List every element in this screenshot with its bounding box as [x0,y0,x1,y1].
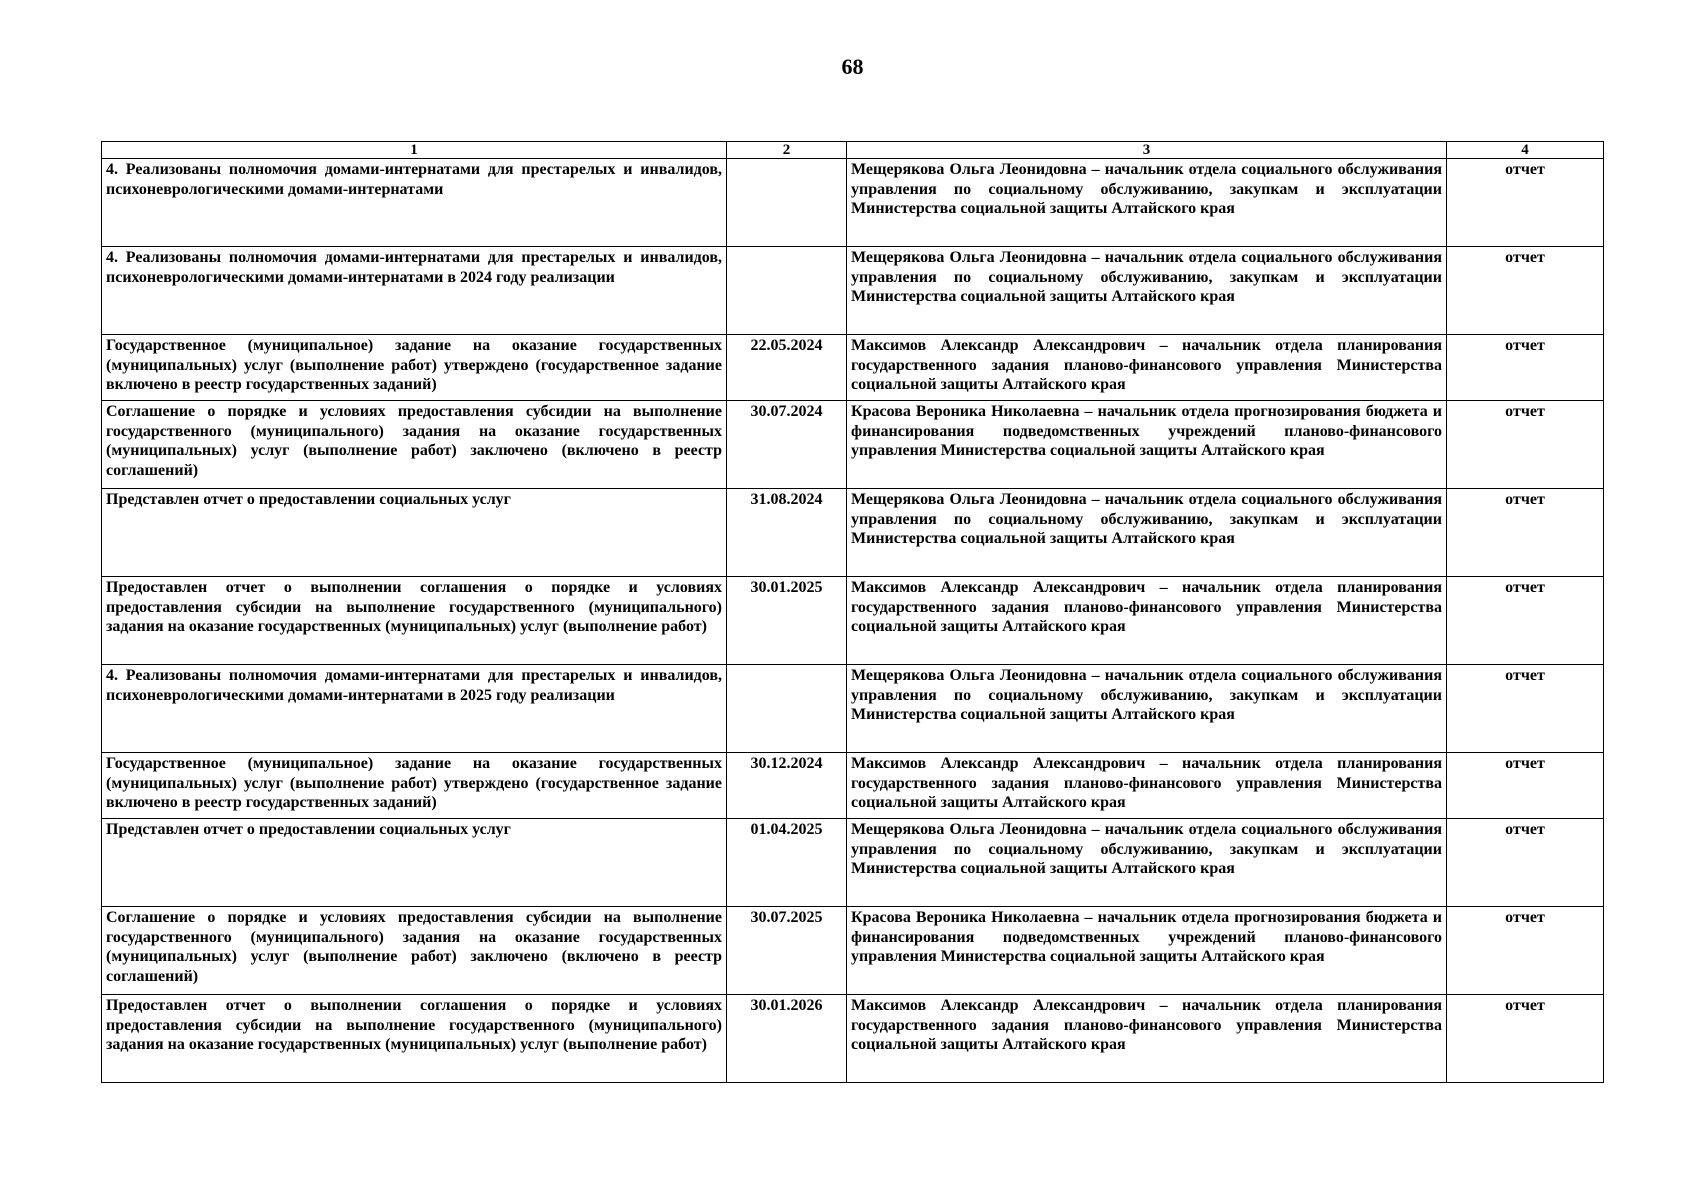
document-cell: отчет [1447,335,1604,401]
document-cell: отчет [1447,577,1604,665]
event-cell: Предоставлен отчет о выполнении соглашения о порядке и условиях предоставления субсидии на выполнение государственного (муниципального) задания на оказание государственных (муниципальных) услуг (выполнение работ) [102,995,727,1083]
responsible-cell: Мещерякова Ольга Леонидовна – начальник отдела социального обслуживания управления по социальному обслуживанию, закупкам и эксплуатации Министерства социальной защиты Алтайского края [847,247,1447,335]
date-cell: 01.04.2025 [727,819,847,907]
responsible-cell: Максимов Александр Александрович – начальник отдела планирования государственного задания планово-финансового управления Министерства социальной защиты Алтайского края [847,335,1447,401]
event-cell: Государственное (муниципальное) задание на оказание государственных (муниципальных) услуг (выполнение работ) утверждено (государственное задание включено в реестр государственных заданий) [102,753,727,819]
event-cell: Государственное (муниципальное) задание на оказание государственных (муниципальных) услуг (выполнение работ) утверждено (государственное задание включено в реестр государственных заданий) [102,335,727,401]
page-number: 68 [841,54,864,79]
table-row [102,577,1604,665]
document-cell: отчет [1447,665,1604,753]
document-cell: отчет [1447,401,1604,489]
table-row [102,907,1604,995]
date-cell: 30.12.2024 [727,753,847,819]
responsible-cell: Максимов Александр Александрович – начальник отдела планирования государственного задания планово-финансового управления Министерства социальной защиты Алтайского края [847,753,1447,819]
column-header: 3 [847,142,1447,159]
responsible-cell: Мещерякова Ольга Леонидовна – начальник отдела социального обслуживания управления по социальному обслуживанию, закупкам и эксплуатации Министерства социальной защиты Алтайского края [847,819,1447,907]
date-cell: 30.07.2025 [727,907,847,995]
responsible-cell: Мещерякова Ольга Леонидовна – начальник отдела социального обслуживания управления по социальному обслуживанию, закупкам и эксплуатации Министерства социальной защиты Алтайского края [847,665,1447,753]
date-cell [727,665,847,753]
event-cell: 4. Реализованы полномочия домами-интернатами для престарелых и инвалидов, психоневрологическими домами-интернатами в 2024 году реализации [102,247,727,335]
document-cell: отчет [1447,247,1604,335]
date-cell [727,247,847,335]
document-cell: отчет [1447,819,1604,907]
table-header-row [102,142,1604,159]
event-cell: Представлен отчет о предоставлении социальных услуг [102,489,727,577]
document-cell: отчет [1447,489,1604,577]
responsible-cell: Красова Вероника Николаевна – начальник отдела прогнозирования бюджета и финансирования подведомственных учреждений планово-финансового управления Министерства социальной защиты Алтайского края [847,907,1447,995]
document-cell: отчет [1447,159,1604,247]
responsible-cell: Максимов Александр Александрович – начальник отдела планирования государственного задания планово-финансового управления Министерства социальной защиты Алтайского края [847,995,1447,1083]
column-header: 2 [727,142,847,159]
event-cell: Представлен отчет о предоставлении социальных услуг [102,819,727,907]
event-cell: 4. Реализованы полномочия домами-интернатами для престарелых и инвалидов, психоневрологическими домами-интернатами в 2025 году реализации [102,665,727,753]
date-cell: 30.07.2024 [727,401,847,489]
date-cell: 31.08.2024 [727,489,847,577]
event-cell: Соглашение о порядке и условиях предоставления субсидии на выполнение государственного (муниципального) задания на оказание государственных (муниципальных) услуг (выполнение работ) заключено (включено в реестр соглашений) [102,907,727,995]
event-cell: Соглашение о порядке и условиях предоставления субсидии на выполнение государственного (муниципального) задания на оказание государственных (муниципальных) услуг (выполнение работ) заключено (включено в реестр соглашений) [102,401,727,489]
date-cell: 30.01.2026 [727,995,847,1083]
date-cell: 30.01.2025 [727,577,847,665]
responsible-cell: Красова Вероника Николаевна – начальник отдела прогнозирования бюджета и финансирования подведомственных учреждений планово-финансового управления Министерства социальной защиты Алтайского края [847,401,1447,489]
table-row [102,995,1604,1083]
table-row [102,159,1604,247]
table-row [102,335,1604,401]
table-row [102,247,1604,335]
event-cell: 4. Реализованы полномочия домами-интернатами для престарелых и инвалидов, психоневрологическими домами-интернатами [102,159,727,247]
table-row [102,489,1604,577]
table-row [102,401,1604,489]
responsible-cell: Мещерякова Ольга Леонидовна – начальник отдела социального обслуживания управления по социальному обслуживанию, закупкам и эксплуатации Министерства социальной защиты Алтайского края [847,489,1447,577]
event-cell: Предоставлен отчет о выполнении соглашения о порядке и условиях предоставления субсидии на выполнение государственного (муниципального) задания на оказание государственных (муниципальных) услуг (выполнение работ) [102,577,727,665]
table-row [102,819,1604,907]
date-cell: 22.05.2024 [727,335,847,401]
table-row [102,753,1604,819]
column-header: 4 [1447,142,1604,159]
table-row [102,665,1604,753]
plan-table [101,141,1604,1083]
column-header: 1 [102,142,727,159]
responsible-cell: Максимов Александр Александрович – начальник отдела планирования государственного задания планово-финансового управления Министерства социальной защиты Алтайского края [847,577,1447,665]
document-cell: отчет [1447,995,1604,1083]
responsible-cell: Мещерякова Ольга Леонидовна – начальник отдела социального обслуживания управления по социальному обслуживанию, закупкам и эксплуатации Министерства социальной защиты Алтайского края [847,159,1447,247]
date-cell [727,159,847,247]
document-cell: отчет [1447,907,1604,995]
document-cell: отчет [1447,753,1604,819]
